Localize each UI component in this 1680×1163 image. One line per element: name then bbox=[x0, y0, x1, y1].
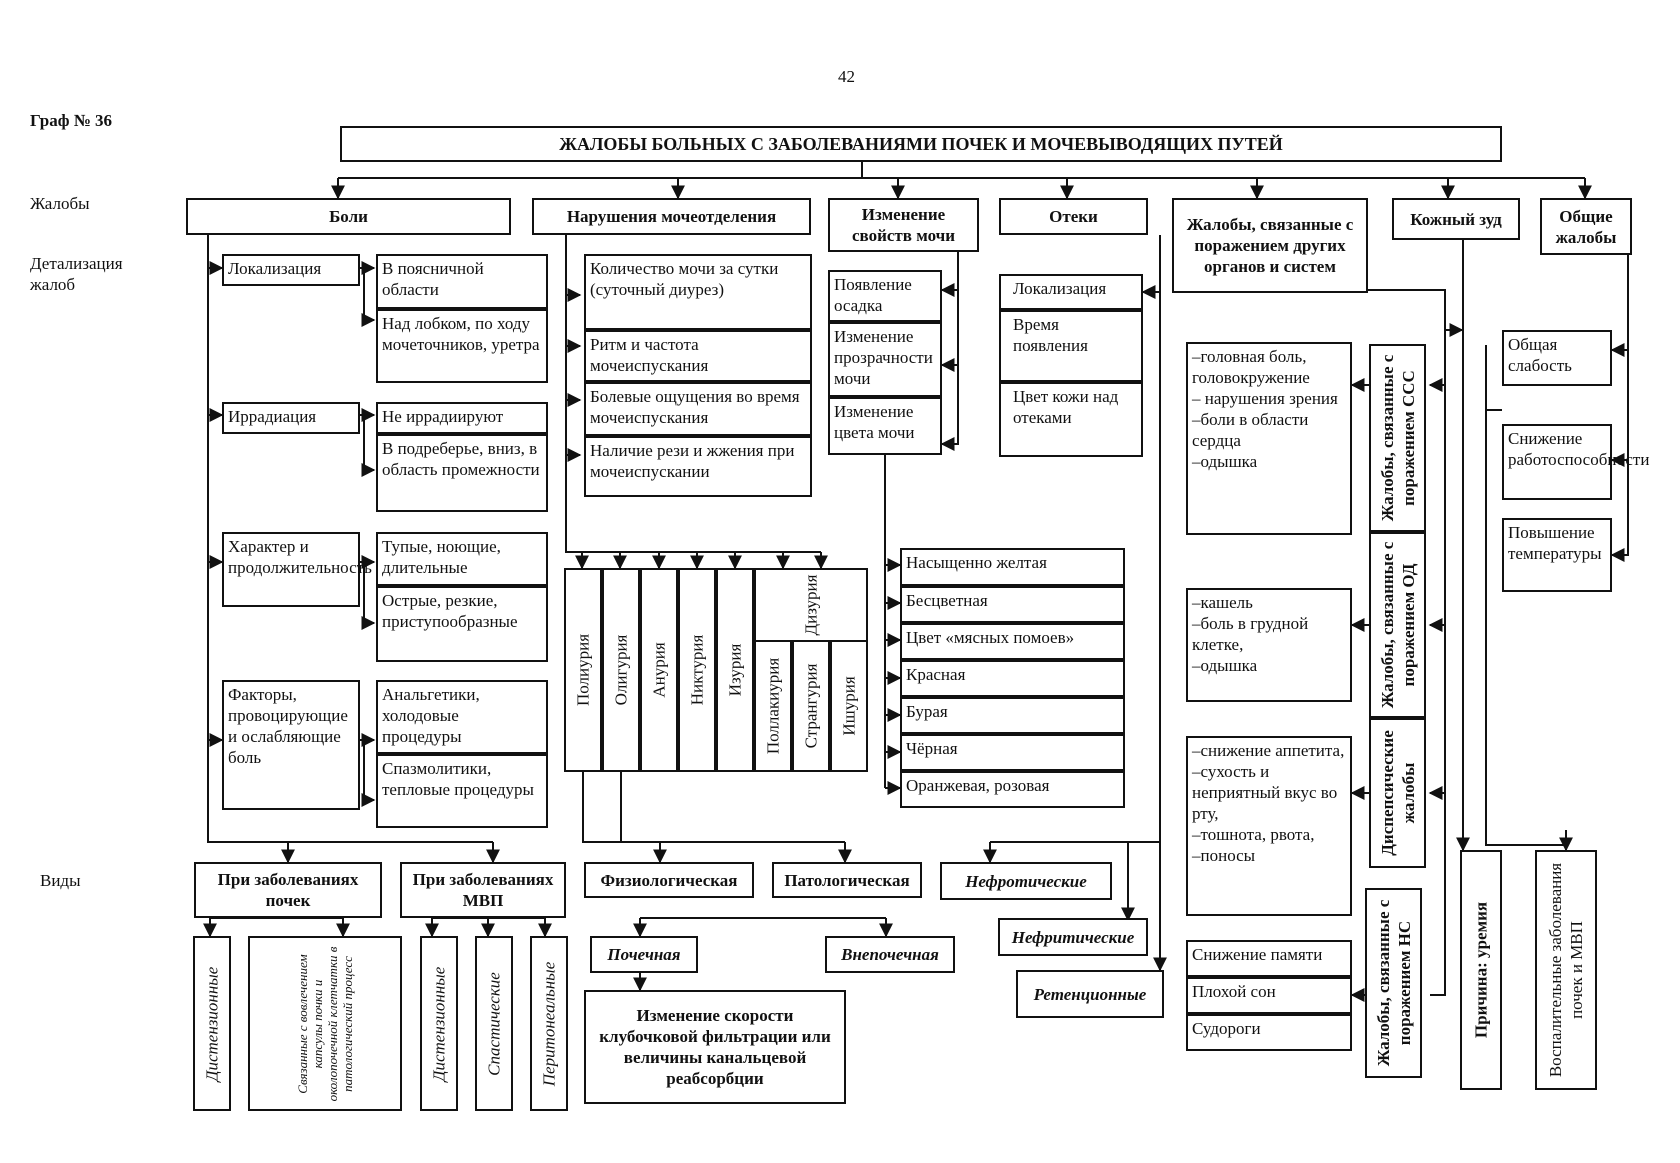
dyspeptic-item: –поносы bbox=[1192, 846, 1256, 865]
pain-factors-item: Спазмолитики, тепловые процедуры bbox=[376, 754, 548, 828]
dyspeptic-item: –сухость и неприятный вкус во рту, bbox=[1192, 762, 1338, 823]
pain-kind-mvp: При заболеваниях МВП bbox=[400, 862, 566, 918]
graph-label: Граф № 36 bbox=[30, 111, 113, 130]
row-label-kinds: Виды bbox=[40, 871, 81, 890]
urine-color: Оранжевая, розовая bbox=[900, 771, 1125, 808]
pain-mvp-peritoneal: Перитонеальные bbox=[530, 936, 568, 1111]
urine-color: Бурая bbox=[900, 697, 1125, 734]
urination-kind-extrarenal: Внепочечная bbox=[825, 936, 955, 973]
urine-color: Чёрная bbox=[900, 734, 1125, 771]
cvs-item: –головная боль, головокружение bbox=[1192, 347, 1310, 387]
urination-kind-renal: Почечная bbox=[590, 936, 698, 973]
resp-item: –боль в грудной клетке, bbox=[1192, 614, 1309, 654]
general-item: Общая слабость bbox=[1502, 330, 1612, 386]
pain-factors-item: Анальгетики, холодовые процедуры bbox=[376, 680, 548, 754]
edema-item: Время появления bbox=[999, 310, 1143, 382]
pain-character-item: Острые, резкие, приступообразные bbox=[376, 586, 548, 662]
pain-character-item: Тупые, ноющие, длительные bbox=[376, 532, 548, 586]
pain-kidney-capsule: Связанные с вовлечением капсулы почки и околопочечной клетчатки в патологический процесс bbox=[248, 936, 402, 1111]
urination-kind-pathological: Патологическая bbox=[772, 862, 922, 898]
urination-type: Никтурия bbox=[678, 568, 716, 772]
urination-item: Болевые ощущения во время мочеиспускания bbox=[584, 382, 812, 436]
ns-item: Плохой сон bbox=[1186, 977, 1352, 1014]
pain-irradiation-item: Не иррадиируют bbox=[376, 402, 548, 434]
pain-localization-item: В поясничной области bbox=[376, 254, 548, 309]
pain-localization-item: Над лобком, по ходу мочеточников, уретра bbox=[376, 309, 548, 383]
urine-item: Появление осадка bbox=[828, 270, 942, 322]
pain-kidney-distension: Дистензионные bbox=[193, 936, 231, 1111]
pain-mvp-distension: Дистензионные bbox=[420, 936, 458, 1111]
group-dyspeptic-label: Диспепсические жалобы bbox=[1369, 718, 1426, 868]
group-dyspeptic-items bbox=[1186, 736, 1352, 916]
category-itch: Кожный зуд bbox=[1392, 198, 1520, 240]
diagram-title: ЖАЛОБЫ БОЛЬНЫХ С ЗАБОЛЕВАНИЯМИ ПОЧЕК И МОЧЕВЫВОДЯЩИХ ПУТЕЙ bbox=[340, 126, 1502, 162]
general-cause: Воспалительные заболевания почек и МВП bbox=[1535, 850, 1597, 1090]
cvs-item: –одышка bbox=[1192, 452, 1258, 471]
category-edema: Отеки bbox=[999, 198, 1148, 235]
pain-kind-kidney: При заболеваниях почек bbox=[194, 862, 382, 918]
urination-item: Количество мочи за сутки (суточный диурез) bbox=[584, 254, 812, 330]
dysuria-item: Ишурия bbox=[830, 640, 868, 772]
group-ns-label: Жалобы, связанные с поражением НС bbox=[1365, 888, 1422, 1078]
dyspeptic-item: –снижение аппетита, bbox=[1192, 741, 1345, 760]
edema-kind: Нефритические bbox=[998, 918, 1148, 956]
pain-factors: Факторы, провоцирующие и ослабляющие боль bbox=[222, 680, 360, 810]
urine-color: Цвет «мясных помоев» bbox=[900, 623, 1125, 660]
edema-item: Цвет кожи над отеками bbox=[999, 382, 1143, 457]
urination-type: Изурия bbox=[716, 568, 754, 772]
row-label-complaints: Жалобы bbox=[30, 194, 90, 213]
category-urination: Нарушения мочеотделения bbox=[532, 198, 811, 235]
pain-character: Характер и продолжительность bbox=[222, 532, 360, 607]
edema-kind: Нефротические bbox=[940, 862, 1112, 900]
urination-item: Наличие рези и жжения при мочеиспускании bbox=[584, 436, 812, 497]
urination-type: Олигурия bbox=[602, 568, 640, 772]
group-resp-items bbox=[1186, 588, 1352, 702]
urine-color: Бесцветная bbox=[900, 586, 1125, 623]
edema-item: Локализация bbox=[999, 274, 1143, 310]
resp-item: –одышка bbox=[1192, 656, 1258, 675]
group-cvs-items bbox=[1186, 342, 1352, 535]
dysuria-item: Поллакиурия bbox=[754, 640, 792, 772]
urination-kind-physiological: Физиологическая bbox=[584, 862, 754, 898]
ns-item: Судороги bbox=[1186, 1014, 1352, 1051]
pain-localization: Локализация bbox=[222, 254, 360, 286]
pain-irradiation: Иррадиация bbox=[222, 402, 360, 434]
category-urine-properties: Изменение свойств мочи bbox=[828, 198, 979, 252]
dysuria-item: Странгурия bbox=[792, 640, 830, 772]
general-item: Снижение работоспособности bbox=[1502, 424, 1612, 500]
ns-item: Снижение памяти bbox=[1186, 940, 1352, 977]
page-number: 42 bbox=[838, 67, 855, 86]
cvs-item: – нарушения зрения bbox=[1192, 389, 1338, 408]
urination-item: Ритм и частота мочеиспускания bbox=[584, 330, 812, 382]
dyspeptic-item: –тошнота, рвота, bbox=[1192, 825, 1315, 844]
category-other-organs: Жалобы, связанные с поражением других органов и систем bbox=[1172, 198, 1368, 293]
general-item: Повышение температуры bbox=[1502, 518, 1612, 592]
pain-irradiation-item: В подреберье, вниз, в область промежности bbox=[376, 434, 548, 512]
urine-item: Изменение прозрачности мочи bbox=[828, 322, 942, 397]
urine-color: Красная bbox=[900, 660, 1125, 697]
itch-cause: Причина: уремия bbox=[1460, 850, 1502, 1090]
urination-renal-detail: Изменение скорости клубочковой фильтрации или величины канальцевой реабсорбции bbox=[584, 990, 846, 1104]
dysuria-header: Дизурия bbox=[754, 568, 868, 642]
group-resp-label: Жалобы, связанные с поражением ОД bbox=[1369, 532, 1426, 718]
urine-item: Изменение цвета мочи bbox=[828, 397, 942, 455]
row-label-detail: Детализация жалоб bbox=[30, 254, 123, 294]
cvs-item: –боли в области сердца bbox=[1192, 410, 1309, 450]
resp-item: –кашель bbox=[1192, 593, 1253, 612]
category-general: Общие жалобы bbox=[1540, 198, 1632, 255]
edema-kind: Ретенционные bbox=[1016, 970, 1164, 1018]
pain-mvp-spastic: Спастические bbox=[475, 936, 513, 1111]
urination-type: Полиурия bbox=[564, 568, 602, 772]
urine-color: Насыщенно желтая bbox=[900, 548, 1125, 586]
urination-type: Анурия bbox=[640, 568, 678, 772]
group-cvs-label: Жалобы, связанные с поражением ССС bbox=[1369, 344, 1426, 532]
category-pain: Боли bbox=[186, 198, 511, 235]
